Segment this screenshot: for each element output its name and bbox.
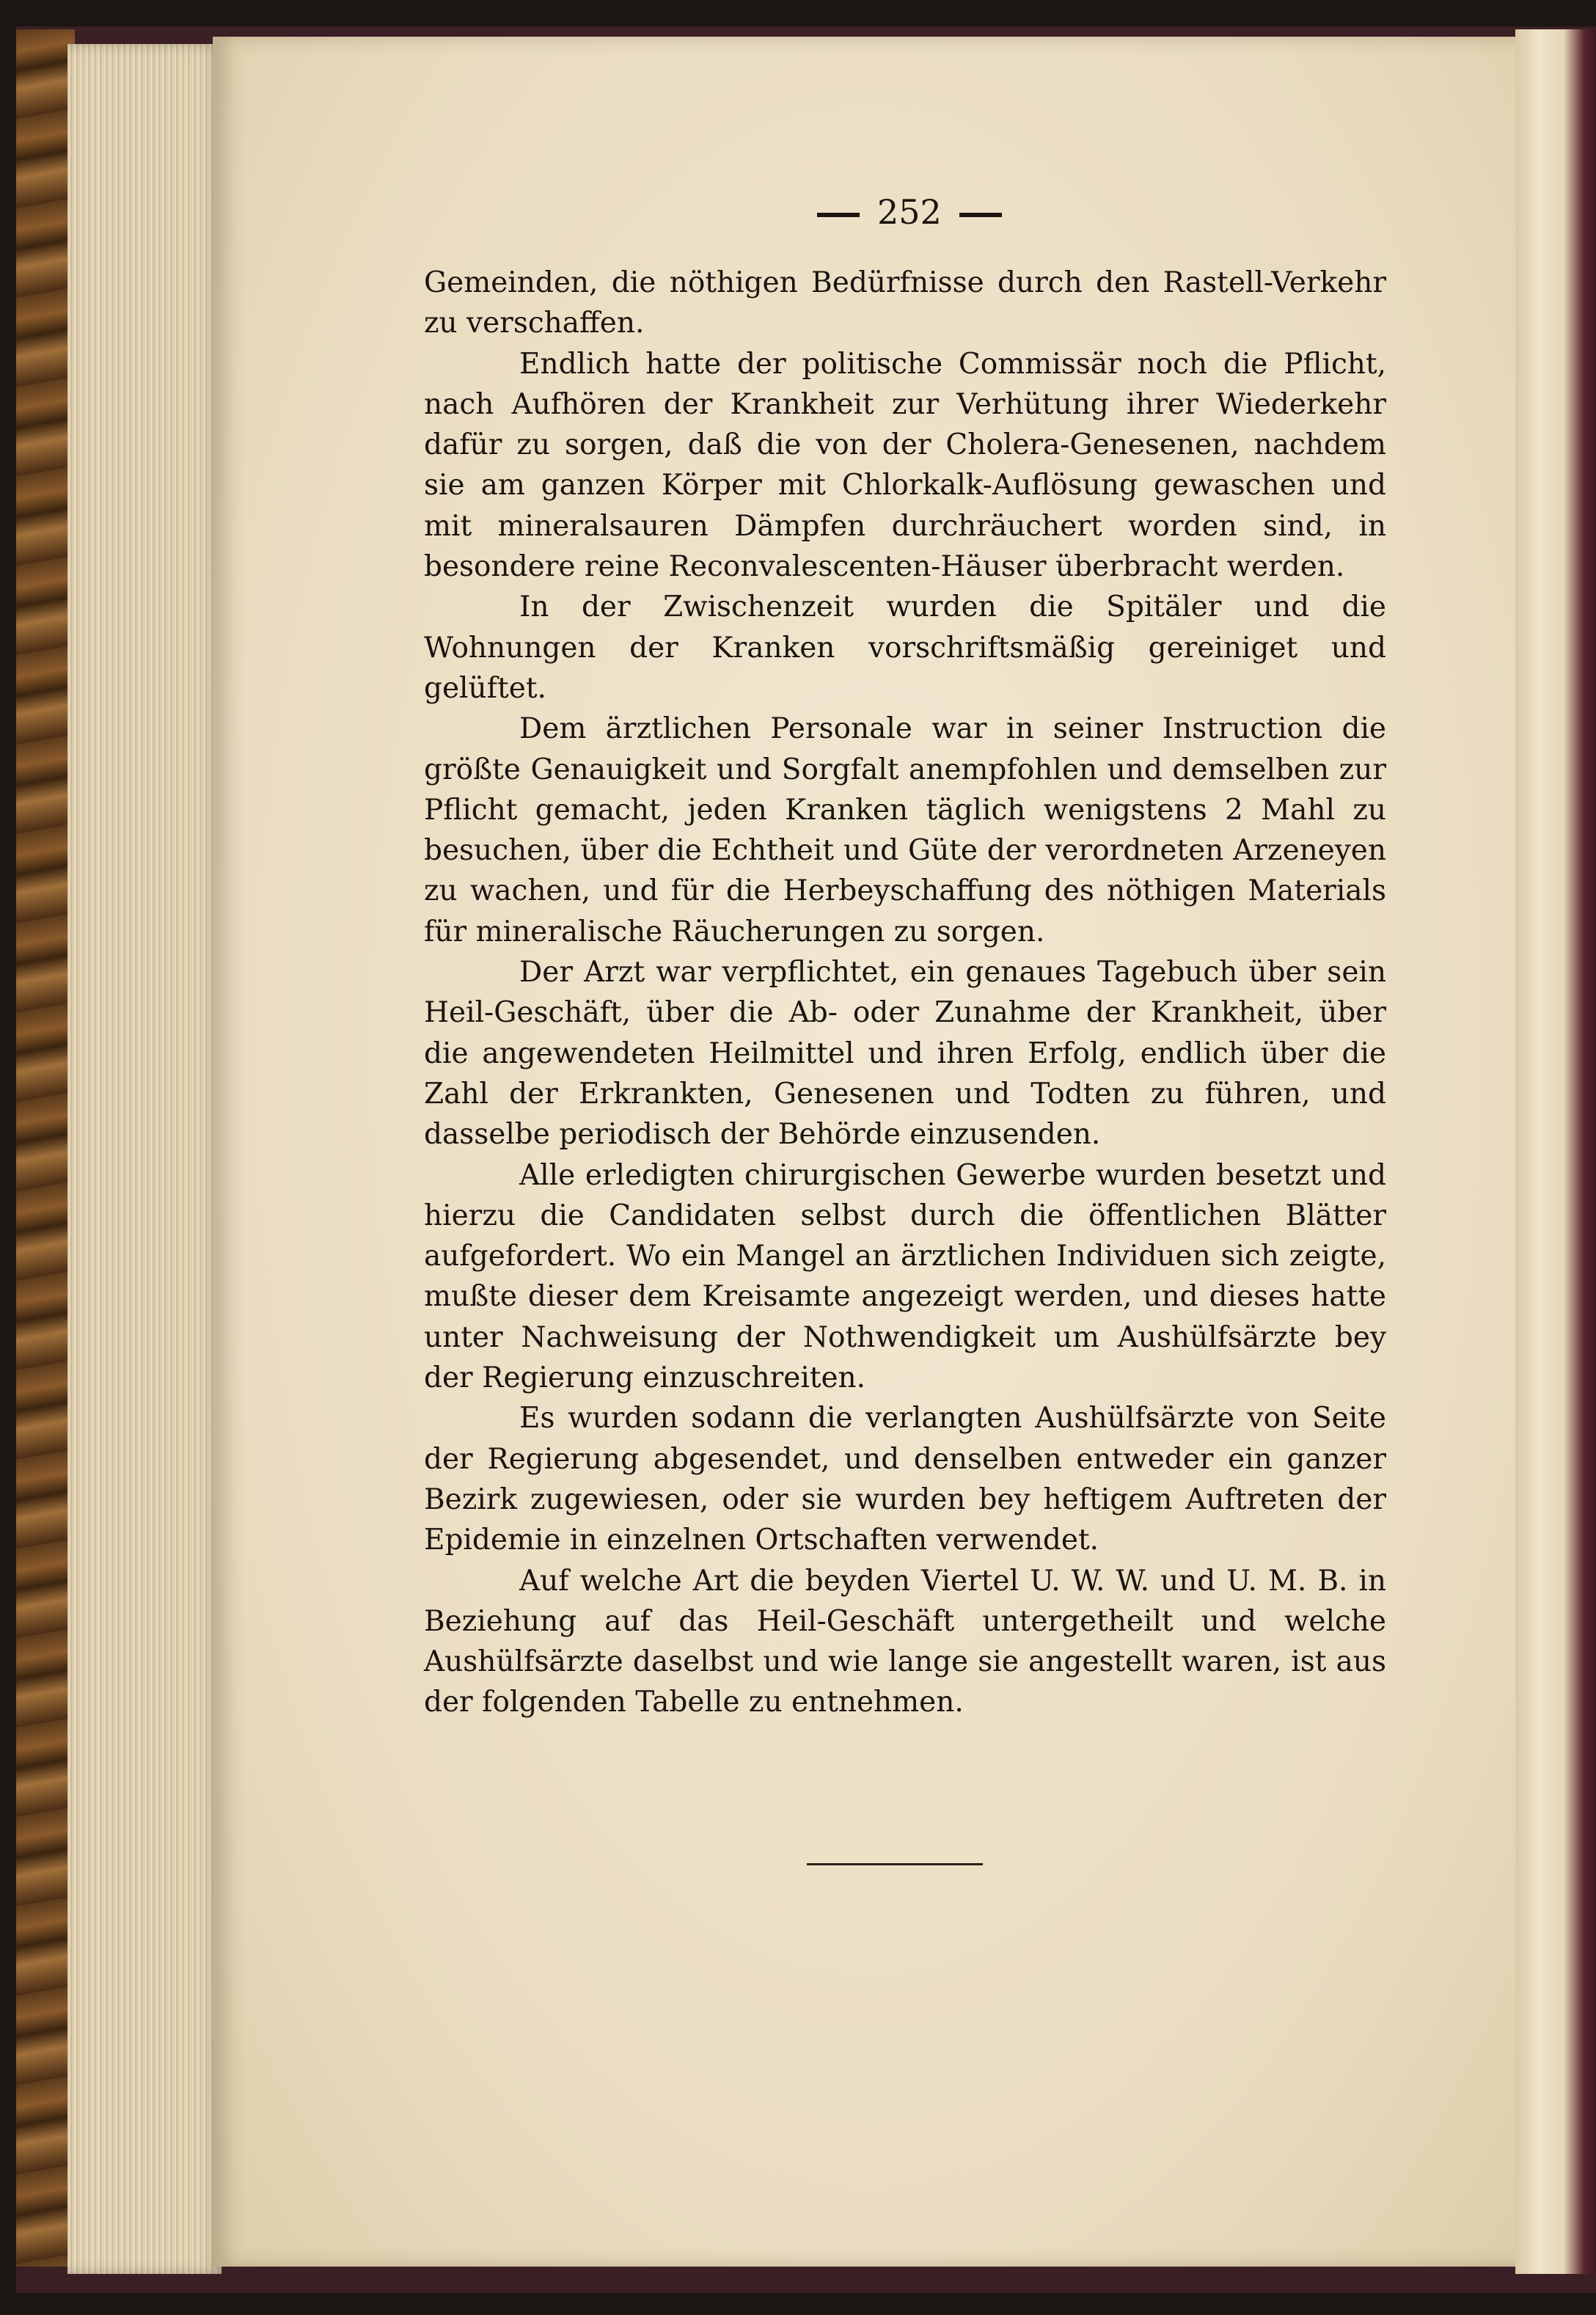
paragraph: In der Zwischenzeit wurden die Spitäler und die Wohnungen der Kranken vorschriftsmäßig gereiniget und gelüftet. bbox=[424, 590, 1386, 705]
paragraph: Alle erledigten chirurgischen Gewerbe wurden besetzt und hierzu die Candidaten selbst durch die öffentlichen Blätter aufgefordert. Wo ein Mangel an ärztlichen Individuen sich zeigte, mußte dieser dem Kreisamte angezeigt werden, und dieses hatte unter Nachweisung der Nothwendigkeit um Aushülfsärzte bey der Regierung einzuschreiten. bbox=[424, 1158, 1386, 1395]
page-stack-edges bbox=[67, 44, 222, 2274]
paragraph: Endlich hatte der politische Commissär noch die Pflicht, nach Aufhören der Krankheit zur Verhütung ihrer Wiederkehr dafür zu sorgen, daß die von der Cholera-Genesenen, nachdem sie am ganzen Körper mit Chlorkalk-Auflösung gewaschen und mit mineralsauren Dämpfen durchräuchert worden sind, in besondere reine Reconvalescenten-Häuser überbracht werden. bbox=[424, 347, 1386, 584]
marbled-cover-edge bbox=[16, 29, 75, 2267]
dash-left bbox=[817, 213, 860, 217]
paragraph: Dem ärztlichen Personale war in seiner Instruction die größte Genauigkeit und Sorgfalt anempfohlen und demselben zur Pflicht gemacht, jeden Kranken täglich wenigstens 2 Mahl zu besuchen, über die Echtheit und Güte der verordneten Arzeneyen zu wachen, und für die Herbeyschaffung des nöthigen Materials für mineralische Räucherungen zu sorgen. bbox=[424, 712, 1386, 948]
page-number-text: 252 bbox=[877, 192, 942, 232]
dash-right bbox=[959, 213, 1002, 217]
body-text bbox=[424, 263, 1386, 1723]
paragraph: Der Arzt war verpflichtet, ein genaues Tagebuch über sein Heil-Geschäft, über die Ab- oder Zunahme der Krankheit, über die angewendeten Heilmittel und ihren Erfolg, endlich über die Zahl der Erkrankten, Genesenen und Todten zu führen, und dasselbe periodisch der Behörde einzusenden. bbox=[424, 956, 1386, 1152]
paragraph: Es wurden sodann die verlangten Aushülfsärzte von Seite der Regierung abgesendet, und denselben entweder ein ganzer Bezirk zugewiesen, oder sie wurden bey heftigem Auftreten der Epidemie in einzelnen Ortschaften verwendet. bbox=[424, 1402, 1386, 1557]
paragraph: Auf welche Art die beyden Viertel U. W. W. und U. M. B. in Beziehung auf das Heil-Geschäft untergetheilt und welche Aushülfsärzte daselbst und wie lange sie angestellt waren, ist aus der folgenden Tabelle zu entnehmen. bbox=[424, 1564, 1386, 1719]
paragraph: Gemeinden, die nöthigen Bedürfnisse durch den Rastell-Verkehr zu verschaffen. bbox=[424, 266, 1386, 340]
page-number bbox=[799, 192, 1020, 232]
closing-rule bbox=[807, 1863, 983, 1865]
right-binding bbox=[1515, 29, 1596, 2274]
